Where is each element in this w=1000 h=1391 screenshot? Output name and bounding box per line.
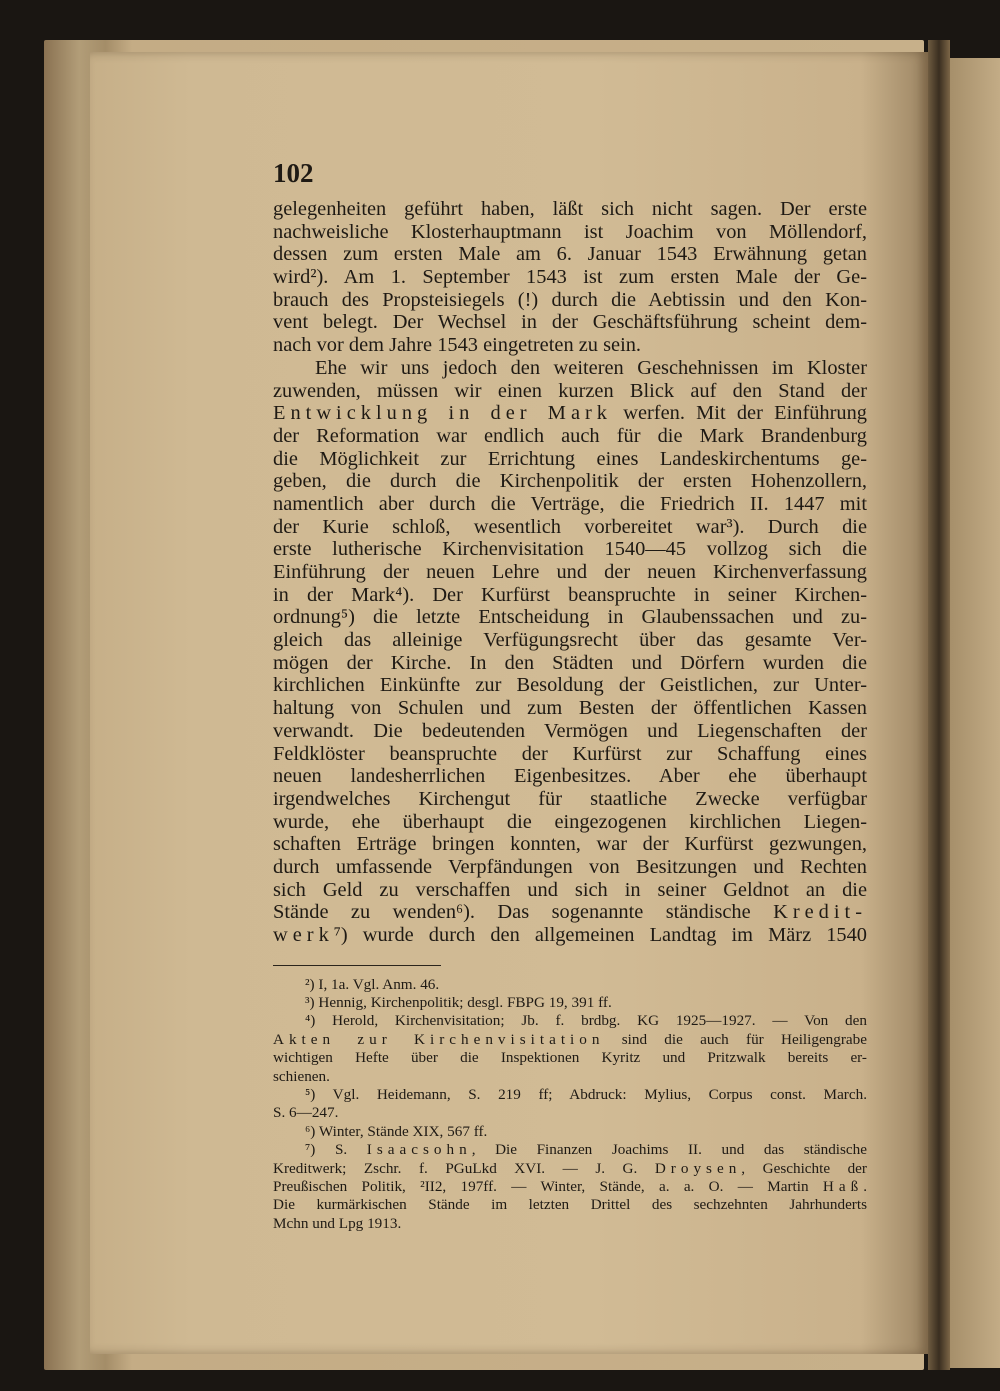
body-line (273, 879, 867, 902)
line-text: , Geschichte der (741, 1159, 867, 1177)
line-text: ⁶) Winter, Stände XIX, 567 ff. (305, 1122, 488, 1140)
body-line (273, 380, 867, 403)
line-text: in der Mark⁴). Der Kurfürst beanspruchte in seiner Kirchen- (273, 583, 867, 606)
line-text: Mchn und Lpg 1913. (273, 1214, 402, 1232)
body-line (273, 788, 867, 811)
footnote-line (273, 994, 867, 1012)
line-text: Preußischen Politik, ²II2, 197ff. — Winter, Stände, a. a. O. — Martin (273, 1177, 823, 1195)
footnote-line (273, 1123, 867, 1141)
line-text: brauch des Propsteisiegels (!) durch die Aebtissin und den Kon- (273, 288, 867, 311)
body-line (273, 243, 867, 266)
footnote-line (273, 1141, 867, 1159)
line-text: nachweisliche Klosterhauptmann ist Joachim von Möllendorf, (273, 220, 867, 243)
line-text: ⁷) S. (305, 1141, 367, 1159)
body-line (273, 629, 867, 652)
spaced-emphasis: werk (273, 924, 334, 946)
line-text: der Kurie schloß, wesentlich vorbereitet war³). Durch die (273, 515, 867, 538)
footnote-line (273, 1031, 867, 1049)
line-text: gleich das alleinige Verfügungsrecht über das gesamte Ver- (273, 629, 867, 652)
body-line (273, 289, 867, 312)
body-text (273, 198, 867, 947)
body-line (273, 561, 867, 584)
line-text: ⁵) Vgl. Heidemann, S. 219 ff; Abdruck: Mylius, Corpus const. March. (305, 1086, 867, 1104)
footnote-line (273, 1104, 867, 1122)
footnote-line (273, 1196, 867, 1214)
line-text: ⁷) wurde durch den allgemeinen Landtag im März 1540 (333, 924, 867, 946)
body-line (273, 697, 867, 720)
body-line (273, 516, 867, 539)
page-text (273, 158, 867, 1233)
line-text: namentlich aber durch die Verträge, die Friedrich II. 1447 mit (273, 492, 867, 515)
spaced-emphasis: Droysen (654, 1159, 742, 1177)
footnotes (273, 976, 867, 1233)
body-line (273, 811, 867, 834)
body-line (273, 743, 867, 766)
line-text: wichtigen Hefte über die Inspektionen Kyritz und Pritzwalk bereits er- (273, 1049, 867, 1067)
line-text: neuen landesherrlichen Eigenbesitzes. Aber ehe überhaupt (273, 765, 867, 788)
spaced-emphasis: Isaacsohn (366, 1141, 472, 1159)
footnote-line (273, 1012, 867, 1030)
spaced-emphasis: Haß (822, 1177, 864, 1195)
body-line (273, 470, 867, 493)
body-line (273, 311, 867, 334)
line-text: sich Geld zu verschaffen und sich in seiner Geldnot an die (273, 878, 867, 901)
footnote (273, 1141, 867, 1233)
facing-page-edge (950, 58, 1000, 1368)
footnote-line (273, 1086, 867, 1104)
body-line (273, 606, 867, 629)
body-line (273, 924, 867, 947)
body-line (273, 674, 867, 697)
footnote (273, 1012, 867, 1086)
line-text: ⁴) Herold, Kirchenvisitation; Jb. f. brdbg. KG 1925—1927. — Von den (305, 1012, 867, 1030)
line-text: geben, die durch die Kirchenpolitik der ersten Hohenzollern, (273, 470, 867, 493)
footnote (273, 1123, 867, 1141)
line-text: durch umfassende Verpfändungen von Besitzungen und Rechten (273, 855, 867, 878)
line-text: . (863, 1177, 867, 1195)
line-text: wurde, ehe überhaupt die eingezogenen kirchlichen Liegen- (273, 810, 867, 833)
body-line (273, 720, 867, 743)
body-line (273, 538, 867, 561)
body-line (273, 402, 867, 425)
line-text: nach vor dem Jahre 1543 eingetreten zu sein. (273, 334, 642, 357)
footnote-line (273, 1068, 867, 1086)
footnote-line (273, 1215, 867, 1233)
line-text: sind die auch für Heiligengrabe (604, 1030, 867, 1048)
line-text: S. 6—247. (273, 1104, 339, 1122)
footnote (273, 1086, 867, 1123)
body-line (273, 266, 867, 289)
line-text: , Die Finanzen Joachims II. und das ständische (471, 1141, 867, 1159)
body-line (273, 221, 867, 244)
body-line (273, 584, 867, 607)
body-line (273, 765, 867, 788)
line-text: erste lutherische Kirchenvisitation 1540—45 vollzog sich die (273, 538, 867, 561)
line-text: Feldklöster beanspruchte der Kurfürst zur Schaffung eines (273, 742, 867, 765)
line-text: ²) I, 1a. Vgl. Anm. 46. (305, 975, 440, 993)
line-text: schienen. (273, 1067, 330, 1085)
line-text: gelegenheiten geführt haben, läßt sich nicht sagen. Der erste (273, 198, 867, 220)
body-line (273, 652, 867, 675)
footnote-rule (273, 965, 441, 966)
body-line (273, 856, 867, 879)
line-text: vent belegt. Der Wechsel in der Geschäftsführung scheint dem- (273, 311, 867, 334)
line-text: zuwenden, müssen wir einen kurzen Blick auf den Stand der (273, 379, 867, 402)
line-text: der Reformation war endlich auch für die Mark Brandenburg (273, 424, 867, 447)
footnote-line (273, 1178, 867, 1196)
body-line (273, 198, 867, 221)
footnote-line (273, 1049, 867, 1067)
line-text: kirchlichen Einkünfte zur Besoldung der Geistlichen, zur Unter- (273, 674, 867, 697)
line-text: ³) Hennig, Kirchenpolitik; desgl. FBPG 19, 391 ff. (305, 994, 612, 1012)
line-text: schaften Erträge bringen konnten, war der Kurfürst gezwungen, (273, 833, 867, 856)
body-line (273, 833, 867, 856)
body-line (273, 493, 867, 516)
footnote (273, 976, 867, 994)
line-text: werfen. Mit der Einführung (611, 402, 867, 425)
line-text: Einführung der neuen Lehre und der neuen Kirchenverfassung (273, 561, 867, 583)
footnote (273, 994, 867, 1012)
body-line (273, 334, 867, 357)
book-gutter (928, 40, 950, 1370)
line-text: verwandt. Die bedeutenden Vermögen und Liegenschaften der (273, 719, 867, 742)
line-text: Die kurmärkischen Stände im letzten Drittel des sechzehnten Jahrhunderts (273, 1196, 867, 1214)
page-number: 102 (273, 158, 314, 188)
spaced-emphasis: Entwicklung in der Mark (273, 402, 612, 425)
spaced-emphasis: Kredit- (773, 901, 867, 924)
body-line (273, 425, 867, 448)
footnote-line (273, 1160, 867, 1178)
line-text: dessen zum ersten Male am 6. Januar 1543 Erwähnung getan (273, 243, 867, 266)
line-text: Ehe wir uns jedoch den weiteren Geschehnissen im Kloster (315, 356, 867, 379)
line-text: mögen der Kirche. In den Städten und Dörfern wurden die (273, 651, 867, 674)
body-line (273, 357, 867, 380)
line-text: irgendwelches Kirchengut für staatliche Zwecke verfügbar (273, 787, 867, 810)
line-text: Stände zu wenden⁶). Das sogenannte ständische (273, 901, 774, 924)
line-text: haltung von Schulen und zum Besten der öffentlichen Kassen (273, 697, 867, 720)
footnote-line (273, 976, 867, 994)
body-line (273, 901, 867, 924)
spaced-emphasis: Akten zur Kirchenvisitation (273, 1030, 605, 1048)
line-text: wird²). Am 1. September 1543 ist zum ersten Male der Ge- (273, 266, 867, 289)
body-line (273, 448, 867, 471)
line-text: ordnung⁵) die letzte Entscheidung in Glaubenssachen und zu- (273, 606, 867, 629)
line-text: Kreditwerk; Zschr. f. PGuLkd XVI. — J. G. (273, 1159, 655, 1177)
line-text: die Möglichkeit zur Errichtung eines Landeskirchentums ge- (273, 447, 867, 470)
